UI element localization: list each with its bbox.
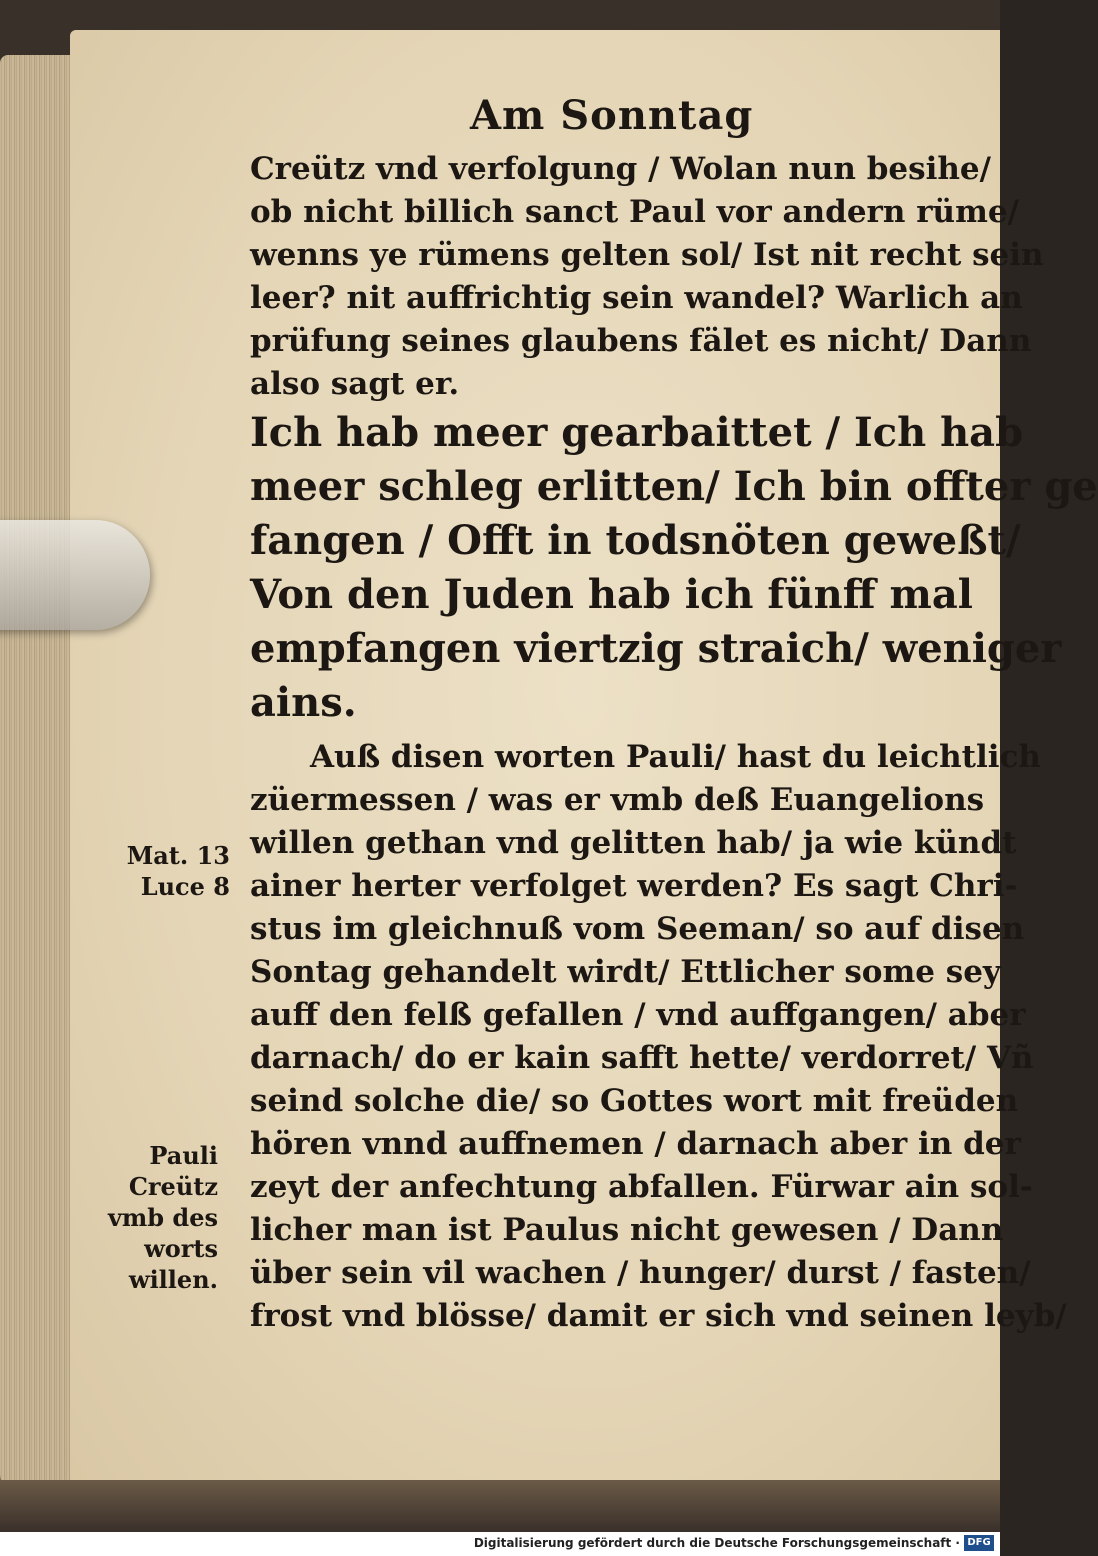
margin-note-reference [127, 840, 230, 902]
text-line: licher man ist Paulus nicht gewesen / Dann [250, 1212, 1004, 1248]
margin-note-line: Mat. 13 [126, 841, 230, 870]
paragraph-start-line: Auß disen worten Pauli/ hast du leichtlich [310, 739, 1041, 775]
text-line: prüfung seines glaubens fälet es nicht/ Dann [250, 323, 1032, 359]
text-line: darnach/ do er kain safft hette/ verdorret/ Vñ [250, 1040, 1034, 1076]
text-line: zeyt der anfechtung abfallen. Fürwar ain sol- [250, 1169, 1033, 1205]
text-line: auff den felß gefallen / vnd auffgangen/ aber [250, 997, 1026, 1033]
quote-line: ains. [250, 679, 357, 726]
book-page-edges [0, 55, 80, 1495]
running-header: Am Sonntag [470, 92, 754, 139]
margin-note-line: Creütz [128, 1172, 218, 1201]
footer-credit: Digitalisierung gefördert durch die Deutsche Forschungsgemeinschaft · [473, 1536, 960, 1550]
text-line: züermessen / was er vmb deß Euangelions [250, 782, 985, 818]
margin-note-gloss [108, 1140, 218, 1295]
margin-note-line: Luce 8 [140, 872, 230, 901]
text-line: frost vnd blösse/ damit er sich vnd seinen leyb/ [250, 1298, 1067, 1334]
quote-line: Ich hab meer gearbaittet / Ich hab [250, 409, 1024, 456]
text-line: willen gethan vnd gelitten hab/ ja wie kündt [250, 825, 1017, 861]
margin-note-line: worts [144, 1234, 218, 1263]
text-line: also sagt er. [250, 366, 460, 402]
quote-line: empfangen viertzig straich/ weniger [250, 625, 1062, 672]
digitization-footer [0, 1532, 1000, 1556]
text-line: ainer herter verfolget werden? Es sagt Chri- [250, 868, 1018, 904]
margin-note-line: Pauli [149, 1141, 218, 1170]
text-line: leer? nit auffrichtig sein wandel? Warlich an [250, 280, 1023, 316]
margin-note-line: vmb des [107, 1203, 218, 1232]
quote-line: fangen / Offt in todsnöten geweßt/ [250, 517, 1021, 564]
main-text [250, 148, 1098, 1338]
dfg-logo: DFG [964, 1535, 994, 1551]
text-line: seind solche die/ so Gottes wort mit freüden [250, 1083, 1019, 1119]
quote-line: meer schleg erlitten/ Ich bin offter ge [250, 463, 1098, 510]
book-bottom-edge [0, 1480, 1000, 1532]
text-line: stus im gleichnuß vom Seeman/ so auf disen [250, 911, 1025, 947]
text-line: ob nicht billich sanct Paul vor andern rüme/ [250, 194, 1019, 230]
text-line: Sontag gehandelt wirdt/ Ettlicher some sey [250, 954, 1001, 990]
page-clip [0, 520, 150, 630]
margin-note-line: willen. [128, 1265, 218, 1294]
text-line: über sein vil wachen / hunger/ durst / fasten/ [250, 1255, 1031, 1291]
quote-line: Von den Juden hab ich fünff mal [250, 571, 973, 618]
text-line: wenns ye rümens gelten sol/ Ist nit recht sein [250, 237, 1044, 273]
text-line: Creütz vnd verfolgung / Wolan nun besihe/ [250, 151, 991, 187]
text-line: hören vnnd auffnemen / darnach aber in der [250, 1126, 1021, 1162]
